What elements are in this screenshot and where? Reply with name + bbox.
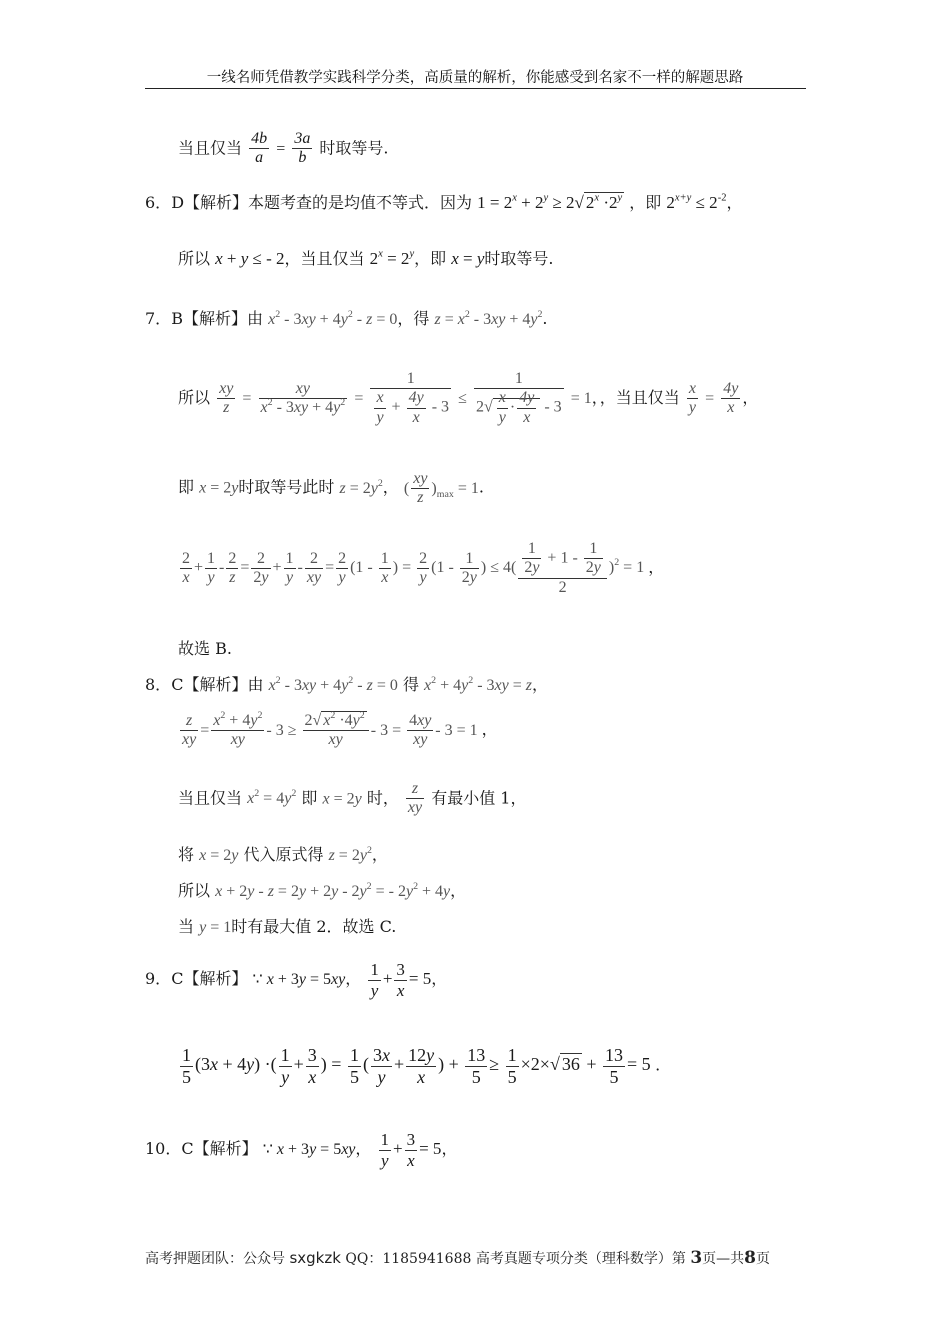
formula: x = 2y: [199, 479, 239, 497]
formula: $\frac{xy}{x^2 - 3xy + 4y^2}$: [260, 379, 346, 417]
page-header: 一线名师凭借教学实践科学分类，高质量的解析，你能感受到名家不一样的解题思路: [206, 70, 744, 86]
formula: $x^2 - 3xy + 4y^2 - z = 0$: [268, 675, 398, 694]
formula: $\frac{z}{xy}$ = $\frac{x^2 + 4y^2}{xy}$ - 3 ≥ $\frac{2√ x^2 \cdot 4y^2}{xy}$ - 3 = $\frac{4xy}{xy}$ - 3 = 1: [182, 710, 482, 749]
formula: $z = 2y^2$: [328, 845, 372, 864]
formula: ∵ x + 3y = 5xy: [262, 1140, 356, 1158]
sol5-equality-prefix: 当且仅当: [178, 138, 243, 158]
sol10-tag: 【解析】: [193, 1138, 258, 1158]
sol8-line3-suffix: 有最小值 1，: [431, 788, 527, 808]
sol6-number: 6．: [145, 193, 172, 212]
sol8-line4-mid: 代入原式得: [243, 845, 324, 864]
sol8-line5-prefix: 所以: [178, 881, 211, 900]
sol6-line1: 6．D【解析】本题考查的是均值不等式．因为 $1 = 2^x + 2^y \ge 2√$ $2^x \cdot 2^y$ ，即 $2^{x+y} \le 2^{-2}$，: [145, 192, 743, 212]
footer-page-number: 3: [690, 1248, 703, 1268]
formula: $\frac{3a}{b}$: [294, 130, 311, 167]
footer-team: 高考押题团队：公众号: [145, 1251, 285, 1267]
formula: $z = x^2 - 3xy + 4y^2$: [434, 309, 543, 328]
sol5-equality-suffix: 时取等号.: [319, 138, 389, 158]
sol7-line3-prefix: 即: [178, 477, 195, 497]
sol9-line2: $\frac{1}{5}$ (3x + 4y) ·( $\frac{1}{y}$ + $\frac{3}{x}$ ) = $\frac{1}{5}$ ( $\frac{3x}{y}$ + $\frac{12y}{x}$ ) + $\frac{13}{5}$ ≥ $\frac{1}{5}$ ×2×√ 36 + $\frac{13}{5}$ = 5 .: [178, 1045, 660, 1087]
formula: x = 2y: [199, 847, 239, 864]
formula: $\frac{1}{5}$ (3x + 4y) ·( $\frac{1}{y}$ + $\frac{3}{x}$ ) = $\frac{1}{5}$ ( $\frac{3x}{y}$ + $\frac{12y}{x}$ ) + $\frac{13}{5}$ ≥ $\frac{1}{5}$ ×2×√ 36 + $\frac{13}{5}$ = 5: [182, 1045, 656, 1087]
sol9-tag: 【解析】: [183, 968, 248, 988]
sol6-answer: D: [171, 193, 185, 212]
sol8-line4: 将 x = 2y 代入原式得 $z = 2y^2$，: [178, 845, 388, 864]
formula: x = 2y: [322, 790, 362, 808]
formula: $\frac{x}{y}$: [688, 379, 696, 417]
sol8-line3-prefix: 当且仅当: [178, 788, 243, 808]
sol8-line5: 所以 $x + 2y - z = 2y + 2y - 2y^2$ = - $2y^2 + 4y$，: [178, 881, 467, 900]
sol7-line5: 故选 B.: [178, 639, 232, 658]
formula: $\frac{xy}{z}$: [219, 379, 234, 417]
formula: $\frac{1}{y}$ + $\frac{3}{x}$ = 5: [380, 1130, 442, 1170]
sol6-line2-ji: ，即: [414, 249, 447, 268]
sol8-line6-suffix: 时有最大值 2．故选 C.: [231, 917, 397, 936]
sol8-line6-prefix: 当: [178, 917, 195, 936]
sol8-number: 8．: [145, 675, 172, 694]
sol8-de: 得: [402, 675, 419, 694]
footer-account: sxgkzk: [289, 1249, 341, 1267]
formula: $x^2 - 3xy + 4y^2 - z = 0$: [268, 309, 398, 328]
sol7-number: 7．: [145, 309, 172, 328]
sol6-line2: [178, 246, 554, 269]
sol7-line2: 所以 $\frac{xy}{z}$ = $\frac{xy}{x^2 - 3xy + 4y^2}$ = 1 $\frac{x}{y}$ + $\frac{4y}{x}$ - 3 ≤ 1 2√ $\frac{x}{y}$ · $\frac{4y}{x}$ - 3 = 1，，当且仅当 $\frac{x}{y}$ = $\frac{4y}{x}$ ，: [178, 370, 759, 426]
sol9-answer: C: [171, 968, 184, 988]
formula: $2^{x+y} \le 2^{-2}$: [666, 192, 727, 212]
footer-page-end: 页: [756, 1251, 770, 1267]
sol8-tag: 【解析】: [183, 675, 248, 694]
footer-qq: QQ：1185941688: [345, 1251, 472, 1267]
sol8-line3: [178, 780, 527, 818]
formula: ( $\frac{xy}{z}$ )$_{max} = 1$: [403, 470, 479, 507]
sol8-answer: C: [171, 675, 184, 694]
sol7-line3: 即 x = 2y时取等号此时 $z = 2y^2$， ( $\frac{xy}{z}$ )$_{max} = 1$.: [178, 470, 484, 507]
formula: $\frac{z}{xy}$: [407, 780, 423, 817]
formula: $x + 2y - z = 2y + 2y - 2y^2$ = - $2y^2 + 4y$: [215, 881, 451, 900]
sol9-line1: 9．C【解析】 ∵ x + 3y = 5xy， $\frac{1}{y}$ + $\frac{3}{x}$ = 5，: [145, 960, 448, 1000]
formula: $\frac{4y}{x}$: [723, 379, 739, 417]
sol7-tag: 【解析】: [182, 309, 247, 328]
sol7-line2-mid: ，当且仅当: [599, 388, 680, 408]
formula: $x^2 = 4y^2$: [247, 788, 297, 808]
footer-series: 高考真题专项分类（理科数学）第: [475, 1251, 686, 1267]
formula: $2^x = 2^y$: [369, 248, 415, 268]
sol8-line3-shi: 时，: [366, 788, 399, 808]
sol7-line4: $\frac{2}{x}$ + $\frac{1}{y}$ - $\frac{2}{z}$ = $\frac{2}{2y}$ + $\frac{1}{y}$ - $\frac{2}{xy}$ = $\frac{2}{y}$ (1 - $\frac{1}{x}$ ) = $\frac{2}{y}$ (1 - $\frac{1}{2y}$ ) ≤ 4( $\frac{1}{2y}$ + 1 - $\frac{1}{2y}$ 2 )$^2$ = 1 ，: [178, 540, 664, 597]
footer-total-pages: 8: [744, 1248, 756, 1268]
sol6-line2-suffix: 时取等号.: [484, 249, 554, 268]
formula: $1 = 2^x + 2^y \ge 2√$ $2^x \cdot 2^y$: [477, 192, 623, 212]
sol10-number: 10．: [145, 1138, 182, 1158]
formula: $\frac{1}{y}$ + $\frac{3}{x}$ = 5: [370, 960, 432, 1000]
sol6-tag: 【解析】: [184, 193, 249, 212]
sol7-line1: 7．B【解析】由 $x^2 - 3xy + 4y^2 - z = 0$，得 $z = x^2 - 3xy + 4y^2$.: [145, 309, 548, 328]
formula: 1 2√ $\frac{x}{y}$ · $\frac{4y}{x}$ - 3: [475, 370, 562, 426]
sol8-line6: [178, 914, 396, 937]
sol6-ji: ，即: [629, 193, 662, 212]
page-footer: [145, 1248, 770, 1268]
sol7-line2-prefix: 所以: [178, 388, 211, 408]
formula: 1 $\frac{x}{y}$ + $\frac{4y}{x}$ - 3: [370, 370, 451, 427]
sol7-line3-mid: 时取等号此时: [238, 477, 335, 497]
sol6-text: 本题考查的是均值不等式．因为: [248, 193, 473, 212]
formula: $z = 2y^2$: [339, 477, 383, 497]
formula: x = y: [451, 249, 485, 268]
sol9-number: 9．: [145, 968, 172, 988]
formula: $x^2 + 4y^2 - 3xy = z$: [424, 675, 532, 694]
sol10-line1: 10．C【解析】 ∵ x + 3y = 5xy， $\frac{1}{y}$ + $\frac{3}{x}$ = 5，: [145, 1130, 458, 1170]
sol8-you: 由: [247, 675, 264, 694]
formula: $\frac{4b}{a}$: [251, 130, 268, 167]
sol6-line2-prefix: 所以: [178, 249, 211, 268]
sol8-line1: 8．C【解析】由 $x^2 - 3xy + 4y^2 - z = 0$ 得 $x^2 + 4y^2 - 3xy = z$，: [145, 675, 549, 694]
formula: x + y ≤ - 2: [215, 249, 285, 268]
formula: y = 1: [199, 919, 232, 936]
sol8-line3-ji: 即: [301, 788, 318, 808]
sol6-line2-mid: ，当且仅当: [284, 249, 365, 268]
sol7-answer: B: [171, 309, 183, 328]
footer-page-mid: 页—共: [702, 1251, 745, 1267]
sol5-equality-line: 当且仅当 $\frac{4b}{a}$ = $\frac{3a}{b}$ 时取等号.: [178, 130, 389, 167]
sol8-line4-prefix: 将: [178, 845, 195, 864]
sol7-you: 由: [246, 309, 263, 328]
formula: $\frac{2}{x}$ + $\frac{1}{y}$ - $\frac{2}{z}$ = $\frac{2}{2y}$ + $\frac{1}{y}$ - $\frac{2}{xy}$ = $\frac{2}{y}$ (1 - $\frac{1}{x}$ ) = $\frac{2}{y}$ (1 - $\frac{1}{2y}$ ) ≤ 4( $\frac{1}{2y}$ + 1 - $\frac{1}{2y}$ 2 )$^2$ = 1: [182, 540, 649, 596]
sol8-line2: $\frac{z}{xy}$ = $\frac{x^2 + 4y^2}{xy}$ - 3 ≥ $\frac{2√ x^2 \cdot 4y^2}{xy}$ - 3 = $\frac{4xy}{xy}$ - 3 = 1 ，: [178, 712, 498, 750]
sol10-answer: C: [181, 1138, 194, 1158]
sol7-de: ，得: [397, 309, 430, 328]
header-rule: [145, 88, 806, 89]
formula: ∵ x + 3y = 5xy: [252, 970, 346, 988]
